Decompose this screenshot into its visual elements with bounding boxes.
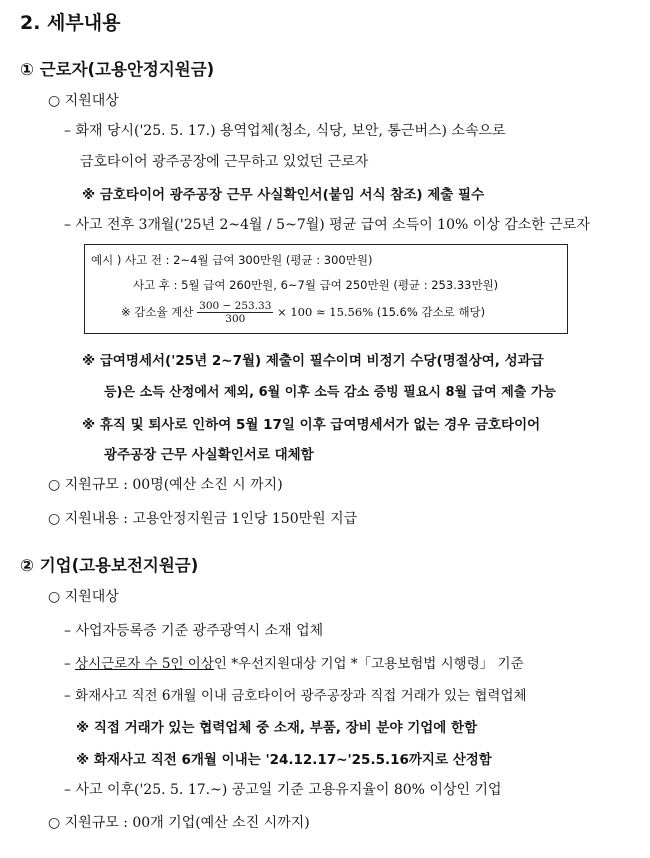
workers-item1-line1: – 화재 당시('25. 5. 17.) 용역업체(청소, 식당, 보안, 통근버스) 소속으로 [64, 123, 506, 139]
workers-note3-line2: 광주공장 근무 사실확인서로 대체함 [104, 447, 314, 463]
example-line2: 사고 후 : 5월 급여 260만원, 6~7월 급여 250만원 (평균 : 253.33만원) [133, 278, 499, 292]
item2-rest: 인 *우선지원대상 기업 *「고용보험법 시행령」 기준 [213, 656, 524, 672]
companies-target-label: ○ 지원대상 [48, 589, 119, 605]
companies-heading: ② 기업(고용보전지원금) [20, 556, 199, 575]
companies-item1: – 사업자등록증 기준 광주광역시 소재 업체 [64, 623, 324, 639]
workers-heading: ① 근로자(고용안정지원금) [20, 60, 215, 79]
calc-label: ※ 감소율 계산 [121, 305, 194, 319]
workers-scale: ○ 지원규모 : 00명(예산 소진 시 까지) [48, 477, 283, 493]
workers-content: ○ 지원내용 : 고용안정지원금 1인당 150만원 지급 [48, 511, 358, 527]
workers-note2-line2: 등)은 소득 산정에서 제외, 6월 이후 소득 감소 증빙 필요시 8월 급여 제출 가능 [104, 385, 556, 400]
calc-denominator: 300 [225, 313, 246, 325]
companies-item2 [64, 652, 524, 672]
example-calc [121, 300, 485, 325]
item2-dash: – [64, 656, 76, 672]
workers-note3-line1: ※ 휴직 및 퇴사로 인하여 5월 17일 이후 급여명세서가 없는 경우 금호타이어 [82, 417, 541, 433]
companies-note2: ※ 화재사고 직전 6개월 이내는 '24.12.17~'25.5.16까지로 산정함 [76, 752, 492, 768]
example-box [84, 244, 568, 334]
workers-item2: – 사고 전후 3개월('25년 2~4월 / 5~7월) 평균 급여 소득이 10% 이상 감소한 근로자 [64, 217, 590, 233]
companies-item3: – 화재사고 직전 6개월 이내 금호타이어 광주공장과 직접 거래가 있는 협력업체 [64, 688, 527, 704]
calc-numerator: 300 − 253.33 [199, 300, 272, 312]
companies-item4: – 사고 이후('25. 5. 17.~) 공고일 기준 고용유지율이 80% 이상인 기업 [64, 782, 502, 798]
example-line1: 예시 ) 사고 전 : 2~4월 급여 300만원 (평균 : 300만원) [91, 253, 373, 267]
item2-underlined: 상시근로자 수 5인 이상 [75, 656, 214, 672]
workers-target-label: ○ 지원대상 [48, 93, 119, 109]
companies-scale: ○ 지원규모 : 00개 기업(예산 소진 시까지) [48, 815, 310, 831]
calc-fraction [197, 300, 273, 325]
calc-note: (15.6% 감소로 해당) [376, 305, 486, 319]
workers-note2-line1: ※ 급여명세서('25년 2~7월) 제출이 필수이며 비정기 수당(명절상여, 성과급 [82, 353, 544, 369]
calc-result: × 100 ≈ 15.56% [277, 305, 374, 319]
companies-note1: ※ 직접 거래가 있는 협력업체 중 소재, 부품, 장비 분야 기업에 한함 [76, 720, 478, 736]
workers-item1-line2: 금호타이어 광주공장에 근무하고 있었던 근로자 [80, 154, 369, 170]
workers-note1: ※ 금호타이어 광주공장 근무 사실확인서(붙임 서식 참조) 제출 필수 [82, 187, 485, 203]
section-title: 2. 세부내용 [20, 12, 121, 34]
